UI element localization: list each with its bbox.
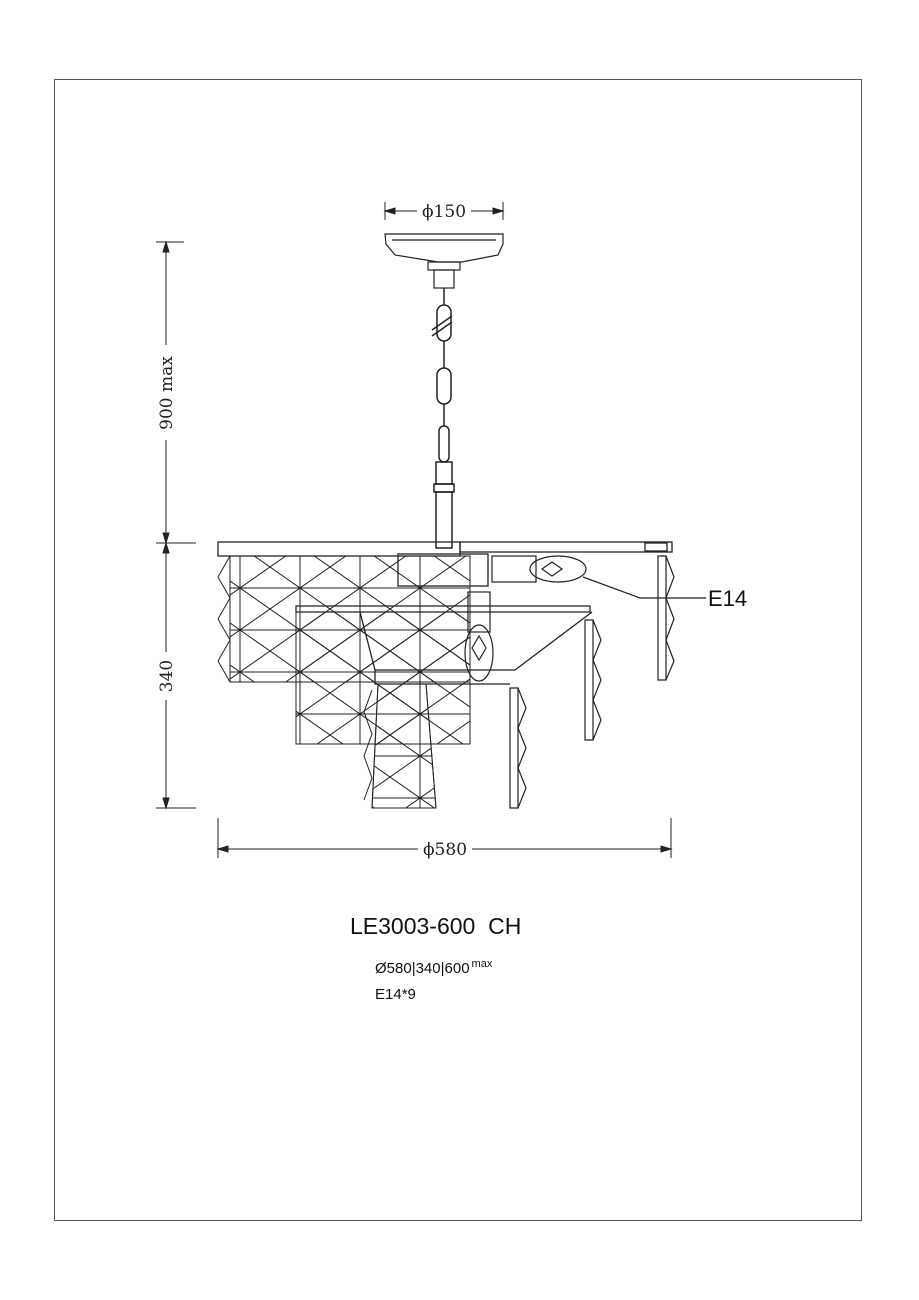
side-crystals [510,556,674,808]
canopy [385,234,503,288]
chain [432,288,454,548]
product-dimensions [375,958,492,977]
product-dimensions-sup: max [471,958,493,970]
dim-body-label: 340 [157,659,177,693]
product-bulbs: E14*9 [375,986,416,1003]
product-model: LE3003-600 CH [350,913,522,939]
dim-canopy-label: ϕ150 [421,202,467,222]
dim-chain-label: 900 max [157,356,177,430]
dim-width-label: ϕ580 [422,840,468,860]
callout-e14-label: E14 [708,586,748,611]
product-dimensions-value: Ø580|340|600 [375,960,470,977]
dim-vertical [156,242,196,808]
bulb-callout [583,577,706,598]
